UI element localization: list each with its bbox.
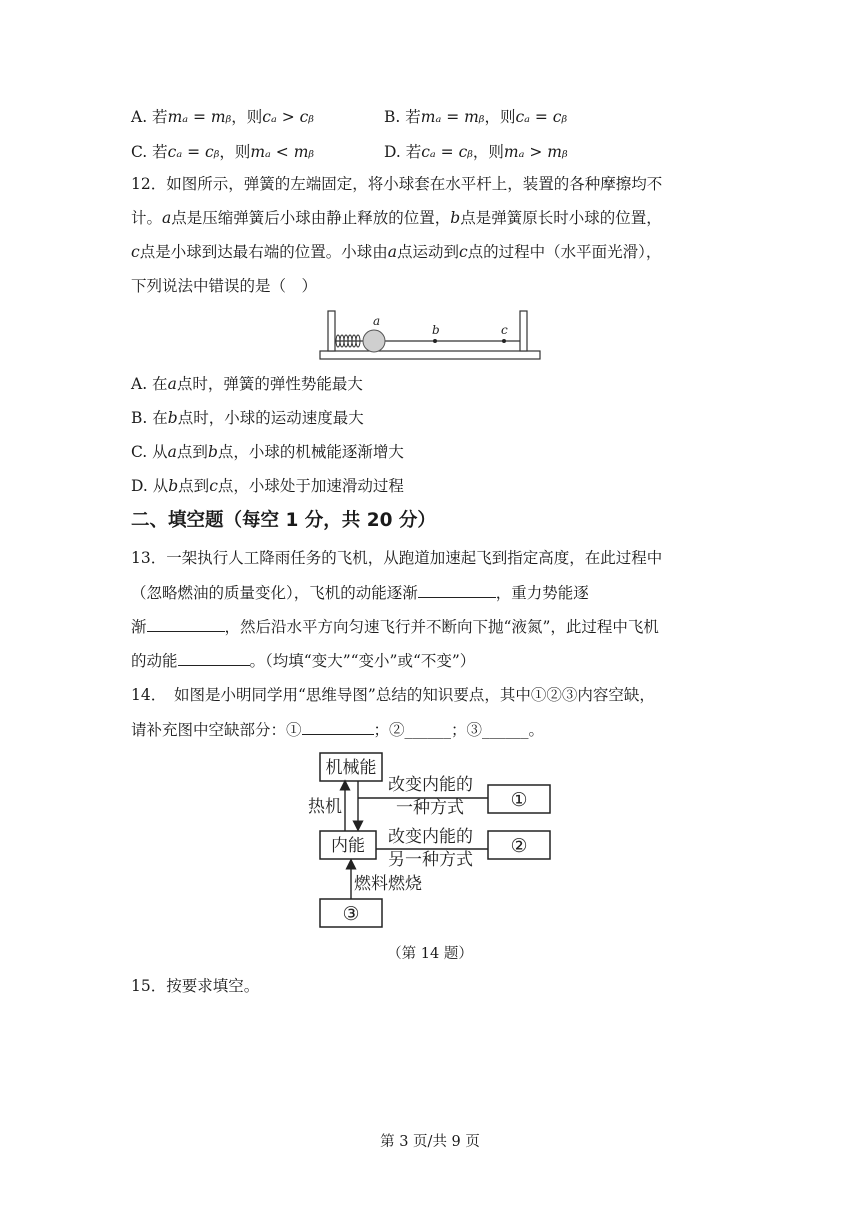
q14-stem-line2: 请补充图中空缺部分：① ；②______；③______。 (131, 718, 544, 741)
box-3-label: ③ (342, 903, 360, 925)
q14-stem-line1: 14． 如图是小明同学用“思维导图”总结的知识要点，其中①②③内容空缺， (131, 686, 655, 704)
base-board (320, 351, 540, 359)
q12-stem-line4: 下列说法中错误的是（ ） (131, 277, 318, 295)
q12-option-d: D. 从b点到c点，小球处于加速滑动过程 (131, 477, 404, 495)
q12-stem-line2: 计。a点是压缩弹簧后小球由静止释放的位置，b点是弹簧原长时小球的位置， (131, 209, 662, 227)
box-mechanical-energy-label: 机械能 (325, 758, 377, 778)
box-1-label: ① (510, 789, 528, 811)
q13-blank-2[interactable] (147, 615, 225, 632)
q11-option-d: D. 若cₐ = cᵦ，则mₐ > mᵦ (384, 143, 568, 161)
point-c (502, 339, 506, 343)
q13-stem-line3: 渐 ，然后沿水平方向匀速飞行并不断向下抛“液氮”，此过程中飞机 (131, 615, 659, 638)
q13-stem-line2: （忽略燃油的质量变化），飞机的动能逐渐 ，重力势能逐 (131, 581, 589, 604)
q13-stem-line4: 的动能 。（均填“变大”“变小”或“不变”） (131, 649, 475, 672)
q13-blank-3[interactable] (178, 649, 250, 666)
label-way1-line2: 一种方式 (396, 798, 464, 818)
label-way2-line2: 另一种方式 (388, 850, 473, 870)
section-heading: 二、填空题（每空 1 分，共 20 分） (131, 510, 436, 531)
q11-option-a: A. 若mₐ = mᵦ，则cₐ > cᵦ (131, 108, 314, 126)
label-heat-engine: 热机 (308, 797, 342, 817)
box-2-label: ② (510, 835, 528, 857)
label-b: b (432, 323, 440, 337)
mind-map-diagram (308, 752, 552, 932)
q14-blank-1[interactable] (302, 718, 374, 735)
q12-stem-line1: 12．如图所示，弹簧的左端固定，将小球套在水平杆上，装置的各种摩擦均不 (131, 175, 663, 193)
left-wall (328, 311, 335, 351)
label-c: c (501, 323, 508, 337)
spring-ball-figure (318, 308, 542, 362)
label-way1-line1: 改变内能的 (388, 775, 473, 795)
q12-stem-line3: c点是小球到达最右端的位置。小球由a点运动到c点的过程中（水平面光滑）， (131, 243, 662, 261)
page-footer: 第 3 页/共 9 页 (380, 1134, 480, 1150)
label-a: a (373, 314, 381, 328)
label-way2-line1: 改变内能的 (388, 827, 473, 847)
q11-option-c: C. 若cₐ = cᵦ，则mₐ < mᵦ (131, 143, 315, 161)
ball (363, 330, 385, 352)
q15-stem-line1: 15．按要求填空。 (131, 977, 260, 995)
spring (336, 335, 360, 347)
label-fuel-burning: 燃料燃烧 (354, 874, 422, 894)
q12-option-b: B. 在b点时，小球的运动速度最大 (131, 409, 364, 427)
point-b (433, 339, 437, 343)
box-internal-energy-label: 内能 (331, 836, 365, 856)
q12-option-c: C. 从a点到b点，小球的机械能逐渐增大 (131, 443, 404, 461)
q13-stem-line1: 13．一架执行人工降雨任务的飞机，从跑道加速起飞到指定高度，在此过程中 (131, 549, 663, 567)
q11-option-b: B. 若mₐ = mᵦ，则cₐ = cᵦ (384, 108, 568, 126)
right-wall (520, 311, 527, 351)
q13-blank-1[interactable] (418, 581, 496, 598)
q12-option-a: A. 在a点时，弹簧的弹性势能最大 (131, 375, 363, 393)
figure-caption: （第 14 题） (387, 946, 473, 962)
